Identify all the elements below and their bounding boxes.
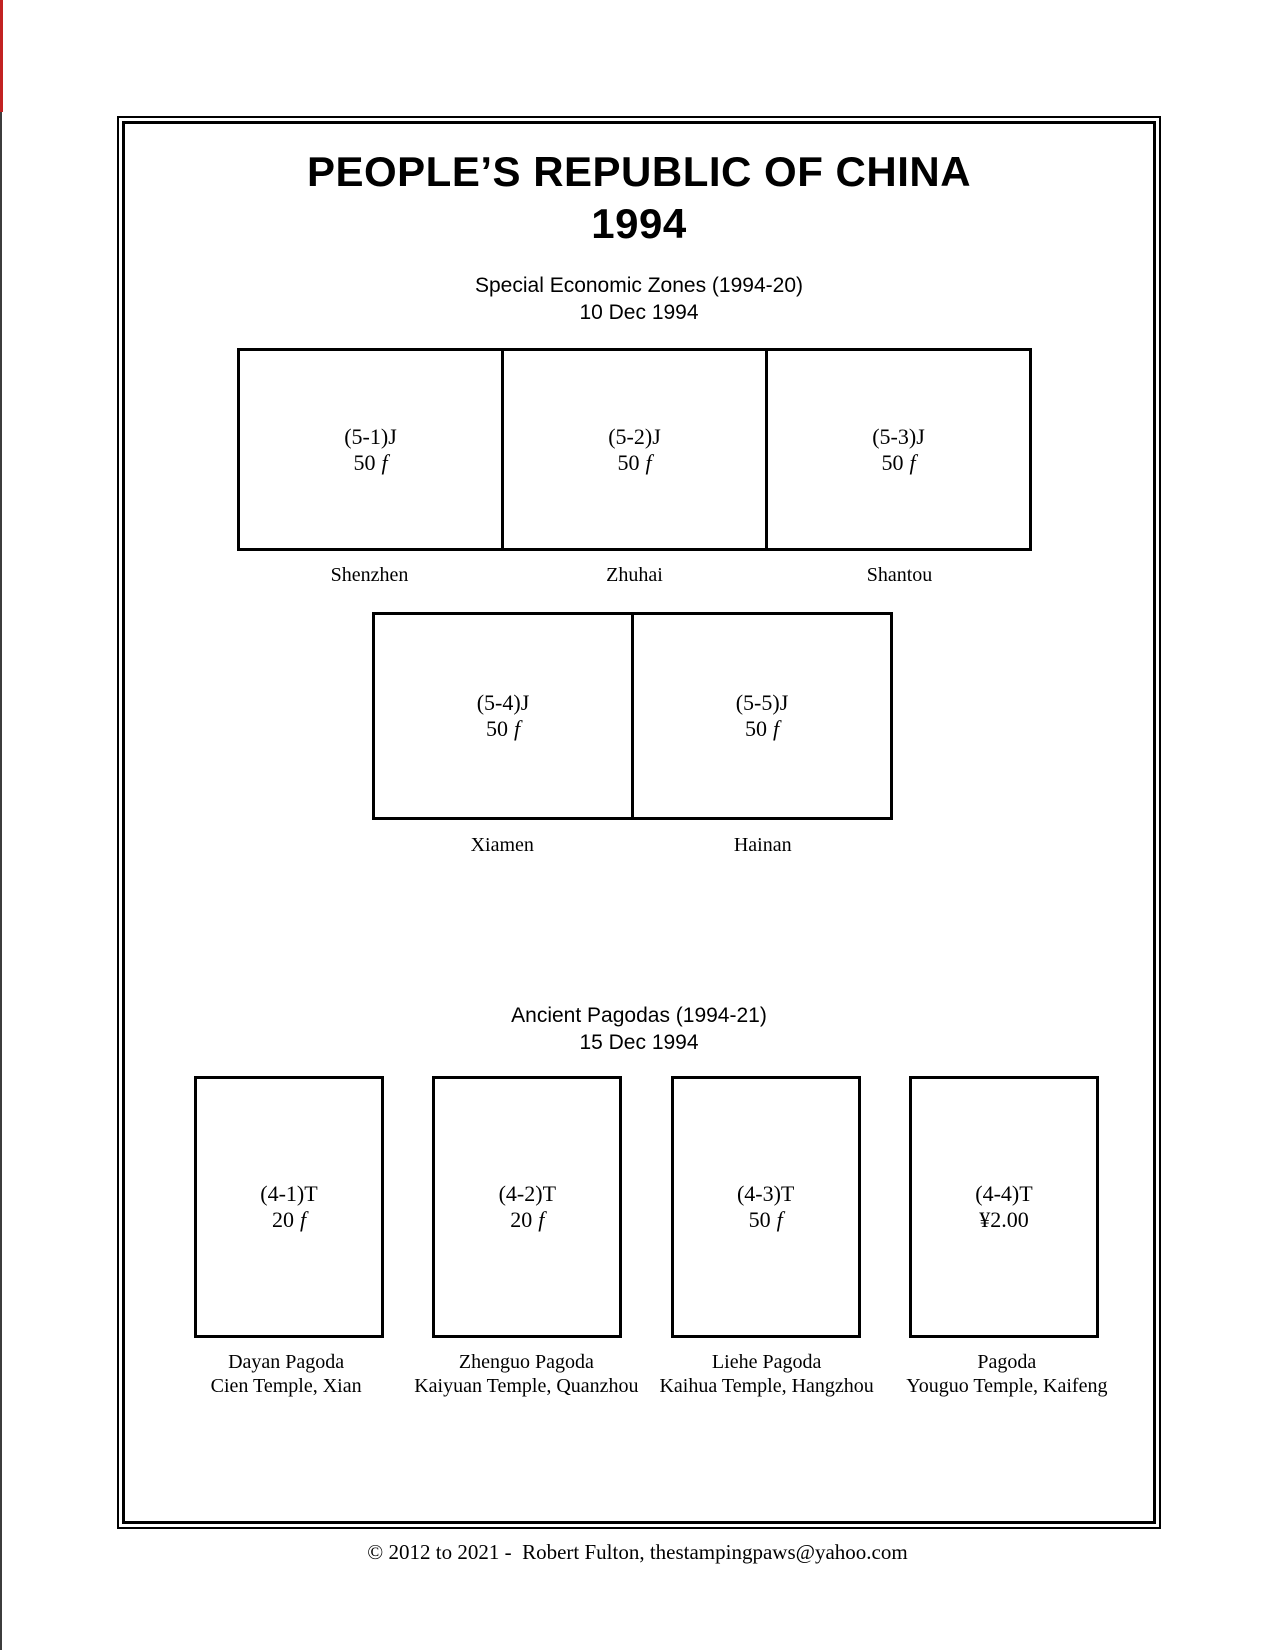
denomination-unit: f: [909, 449, 916, 475]
stamp-caption: Shenzhen: [330, 564, 409, 586]
scan-edge-red-mark: [0, 0, 3, 112]
stamp-code: (5-5)J: [735, 690, 789, 715]
denomination-value: 50: [881, 449, 904, 475]
stamp-caption: Hainan: [733, 834, 792, 856]
stamp-code: (5-3)J: [872, 423, 925, 449]
caption-line-1: Dayan Pagoda: [228, 1351, 345, 1373]
caption-line-2: Youguo Temple, Kaifeng: [906, 1375, 1108, 1397]
caption-line-2: Cien Temple, Xian: [210, 1375, 362, 1397]
denomination-value: 20: [510, 1207, 533, 1232]
country-title: PEOPLE’S REPUBLIC OF CHINA: [306, 148, 972, 195]
caption-line-2: Kaiyuan Temple, Quanzhou: [414, 1375, 639, 1397]
denomination-value: 20: [271, 1207, 294, 1232]
denomination-unit: f: [776, 1207, 783, 1232]
stamp-denomination: [486, 716, 520, 742]
stamp-caption: [166, 1350, 406, 1398]
stamp-box: [375, 615, 631, 817]
denomination-value: 50: [485, 716, 508, 741]
denomination-unit: f: [381, 449, 388, 475]
stamp-denomination: [272, 1207, 306, 1233]
section-heading: Ancient Pagodas (1994-21): [511, 1004, 767, 1027]
section-date: 10 Dec 1994: [579, 301, 699, 324]
stamp-box: [432, 1076, 622, 1338]
denomination-unit: f: [299, 1207, 307, 1232]
caption-line-1: Liehe Pagoda: [711, 1351, 822, 1373]
caption-line-2: Kaihua Temple, Hangzhou: [659, 1375, 874, 1397]
caption-line-1: Pagoda: [977, 1351, 1037, 1373]
denomination-unit: f: [772, 716, 780, 741]
footer-credit: © 2012 to 2021 - Robert Fulton, thestampingpaws@yahoo.com: [367, 1540, 908, 1564]
denomination-value: 50: [353, 449, 376, 475]
stamp-denomination: [881, 450, 915, 476]
stamp-code: (4-4)T: [975, 1181, 1033, 1206]
stamp-denomination: [353, 450, 387, 476]
stamp-caption: Xiamen: [470, 834, 534, 856]
stamp-denomination: [749, 1207, 783, 1233]
denomination-unit: f: [645, 449, 652, 475]
denomination-unit: f: [513, 716, 521, 741]
stamp-denomination: [617, 450, 651, 476]
stamp-row: [237, 348, 1032, 551]
caption-line-1: Zhenguo Pagoda: [458, 1351, 594, 1373]
denomination-value: 50: [748, 1207, 771, 1232]
stamp-caption: [887, 1350, 1127, 1398]
stamp-denomination: [979, 1207, 1029, 1233]
stamp-box: [671, 1076, 861, 1338]
stamp-code: (4-2)T: [498, 1181, 557, 1206]
stamp-box: [194, 1076, 384, 1338]
stamp-code: (4-1)T: [260, 1181, 318, 1206]
stamp-caption: [406, 1350, 646, 1398]
stamp-code: (4-3)T: [736, 1181, 795, 1206]
stamp-box: [631, 615, 890, 817]
stamp-caption: Shantou: [866, 564, 933, 586]
stamp-row: [372, 612, 893, 820]
stamp-denomination: [745, 716, 779, 742]
stamp-code: (5-2)J: [608, 423, 661, 449]
stamp-row: [194, 1076, 1099, 1338]
stamp-code: (5-1)J: [344, 423, 397, 449]
section-header-special-economic-zones: [117, 272, 1161, 326]
year-title: 1994: [591, 200, 687, 247]
page-title: [117, 146, 1161, 250]
denomination-value: 50: [617, 449, 640, 475]
stamp-denomination: [510, 1207, 544, 1233]
denomination-unit: f: [538, 1207, 545, 1232]
denomination-value: 50: [744, 716, 767, 741]
stamp-box: [501, 351, 765, 548]
section-header-ancient-pagodas: [117, 1002, 1161, 1056]
caption-row: [237, 563, 1032, 587]
caption-row: [372, 833, 893, 857]
stamp-caption: Zhuhai: [606, 564, 663, 586]
denomination-value: ¥2.00: [979, 1207, 1029, 1232]
scan-edge-line: [0, 0, 2, 1650]
stamp-box: [909, 1076, 1099, 1338]
stamp-box: [765, 351, 1029, 548]
section-date: 15 Dec 1994: [579, 1031, 699, 1054]
caption-row: [166, 1350, 1127, 1398]
section-heading: Special Economic Zones (1994-20): [474, 274, 803, 297]
stamp-box: [240, 351, 501, 548]
stamp-caption: [647, 1350, 887, 1398]
stamp-code: (5-4)J: [476, 690, 530, 715]
